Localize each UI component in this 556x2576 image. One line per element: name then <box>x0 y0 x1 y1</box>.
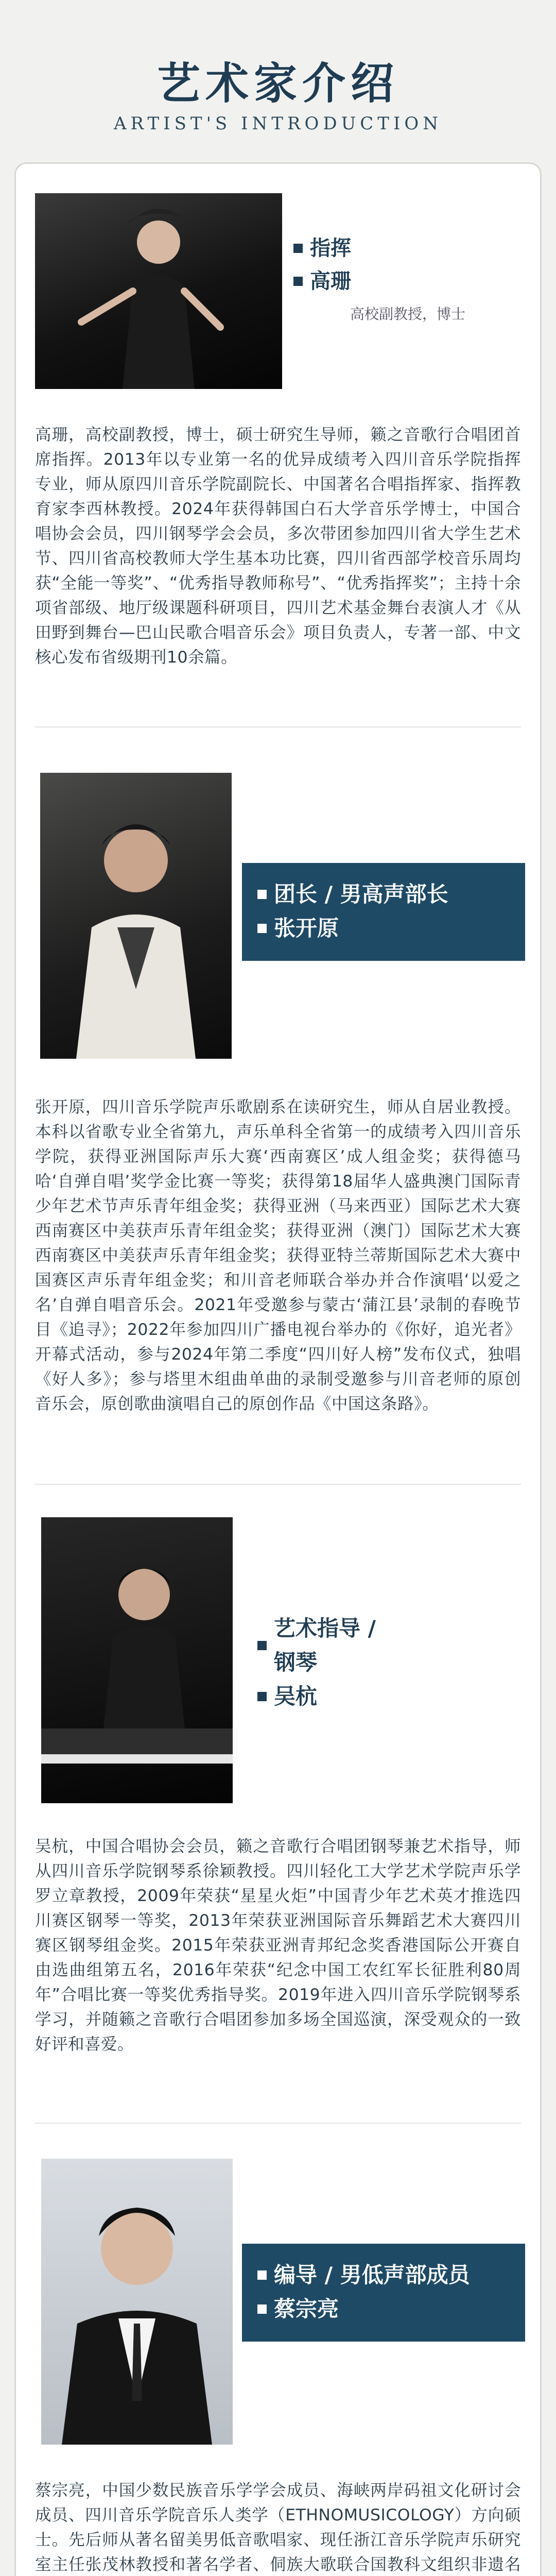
square-bullet-icon <box>257 890 267 899</box>
leader-bio: 张开原，四川音乐学院声乐歌剧系在读研究生，师从自居业教授。本科以省歌专业全省第九，声乐单科全省第一的成绩考入四川音乐学院，获得亚洲国际声乐大赛‘西南赛区’成人组金奖；获得德马哈‘自弹自唱’奖学金比赛一等奖；获得第18届华人盛典澳门国际青少年艺术节声乐青年组金奖；获得亚洲（马来西亚）国际艺术大赛西南赛区中美获声乐青年组金奖；获得亚洲（澳门）国际艺术大赛西南赛区中美获声乐青年组金奖；获得亚特兰蒂斯国际艺术大赛中国赛区声乐青年组金奖；和川音老师联合举办并合作演唱‘以爱之名’自弹自唱音乐会。2021年受邀参与蒙古‘蒲江县’录制的春晚节目《追寻》；2022年参加四川广播电视台举办的《你好，追光者》开幕式活动，参与2024年第二季度“四川好人榜”发布仪式，独唱《好人多》；参与塔里木组曲单曲的录制受邀参与川音老师的原创音乐会，原创歌曲演唱自己的原创作品《中国这条路》。 <box>35 1098 521 1413</box>
square-bullet-icon <box>257 1641 267 1650</box>
pianist-figure-icon <box>41 1517 233 1803</box>
leader-photo <box>40 773 232 1059</box>
conductor-note: 高校副教授，博士 <box>350 306 466 323</box>
page-title: 艺术家介绍 <box>157 58 399 109</box>
director-role: 编导 / 男低声部成员 蔡宗亮 <box>242 2244 525 2342</box>
square-bullet-icon <box>257 2270 267 2280</box>
square-bullet-icon <box>293 244 303 253</box>
divider <box>35 1484 521 1485</box>
leader-figure-icon <box>40 773 232 1059</box>
leader-role: 团长 / 男高声部长 张开原 <box>242 863 525 961</box>
pianist-photo <box>41 1517 233 1803</box>
conductor-figure-icon <box>50 193 267 389</box>
pianist-bio: 吴杭，中国合唱协会会员，籁之音歌行合唱团钢琴兼艺术指导，师从四川音乐学院钢琴系徐颖教授。四川轻化工大学艺术学院声乐学罗立章教授，2009年荣获“星星火炬”中国青少年艺术英才推选四川赛区钢琴一等奖，2013年荣获亚洲国际音乐舞蹈艺术大赛四川赛区钢琴组金奖。2015年荣获亚洲青邦纪念奖香港国际公开赛自由选曲组第五名，2016年荣获“纪念中国工农红军长征胜利80周年”合唱比赛一等奖优秀指导奖。2019年进入四川音乐学院钢琴系学习，并随籁之音歌行合唱团参加多场全国巡演，深受观众的一致好评和喜爱。 <box>35 1837 521 2054</box>
conductor-bio: 高珊，高校副教授，博士，硕士研究生导师，籁之音歌行合唱团首席指挥。2013年以专业第一名的优异成绩考入四川音乐学院指挥专业，师从原四川音乐学院副院长、中国著名合唱指挥家、指挥教育家李西林教授。2024年获得韩国白石大学音乐学博士，中国合唱协会会员，四川钢琴学会会员，多次带团参加四川省大学生艺术节、四川省高校教师大学生基本功比赛，四川省西部学校音乐周均获“全能一等奖”、“优秀指导教师称号”、“优秀指挥奖”；主持十余项省部级、地厅级课题科研项目，四川艺术基金舞台表演人才《从田野到舞台—巴山民歌合唱音乐会》项目负责人，专著一部、中文核心发布省级期刊10余篇。 <box>35 426 521 667</box>
square-bullet-icon <box>257 1692 267 1701</box>
divider <box>35 2123 521 2124</box>
page-subtitle: ARTIST'S INTRODUCTION <box>113 113 443 134</box>
conductor-photo <box>35 193 282 389</box>
divider <box>35 726 521 727</box>
conductor-role: 指挥 高珊 高校副教授，博士 <box>293 232 465 324</box>
director-bio: 蔡宗亮，中国少数民族音乐学学会成员、海峡两岸码祖文化研讨会成员、四川音乐学院音乐人类学（ETHNOMUSICOLOGY）方向硕士。先后师从著名留美男低音歌唱家、现任浙江音乐学院声乐研究室主任张茂林教授和著名学者、侗族大歌联合国教科文组织非遗名 <box>35 2481 521 2574</box>
square-bullet-icon <box>257 2304 267 2314</box>
square-bullet-icon <box>293 277 303 286</box>
director-photo <box>41 2159 233 2445</box>
pianist-role: 艺术指导 / 钢琴 吴杭 <box>242 1597 402 1695</box>
square-bullet-icon <box>257 924 267 933</box>
director-figure-icon <box>41 2159 233 2445</box>
